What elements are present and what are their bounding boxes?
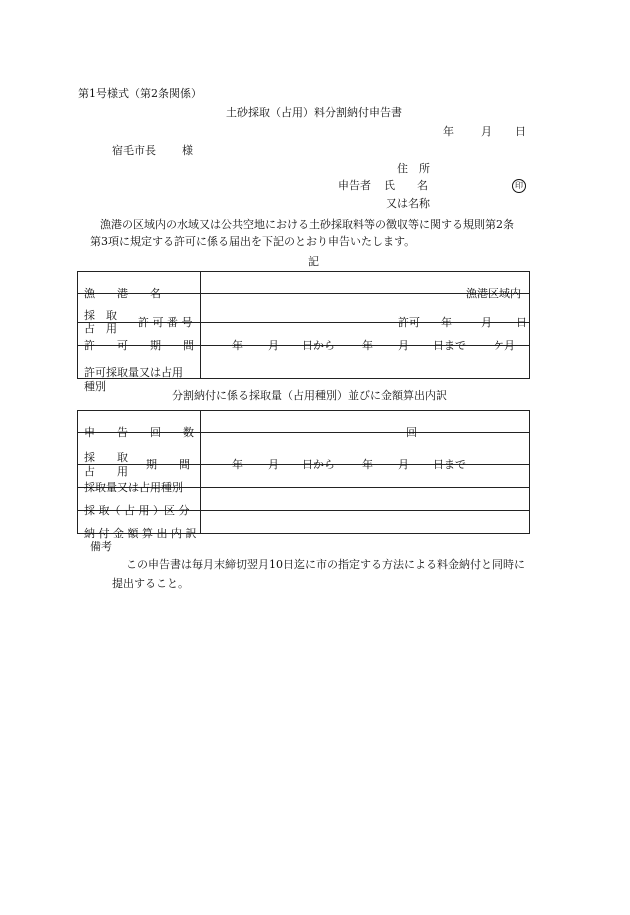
- table-row: [78, 323, 530, 346]
- installment-period-value-cell[interactable]: [201, 433, 530, 471]
- date-day: 日: [515, 125, 526, 138]
- permit-period-value-cell[interactable]: [201, 323, 530, 352]
- period-month1: 月: [268, 339, 279, 352]
- table-row: [78, 488, 530, 511]
- installment-table: [77, 410, 530, 540]
- permit-number-label-cell: [78, 294, 201, 335]
- addressee-name: 宿毛市長: [112, 144, 156, 157]
- category-label: 採 取（ 占 用 ）区 分: [84, 504, 190, 517]
- calculation-label-cell: [78, 511, 201, 540]
- table-row: [78, 272, 530, 294]
- inst-from: 日から: [302, 457, 335, 471]
- form-number: 第1号様式（第2条関係）: [78, 87, 202, 100]
- addressee-honorific: 様: [182, 144, 193, 157]
- report-count-unit: 回: [406, 425, 417, 439]
- permitted-amount-label-line2: 種別: [84, 380, 106, 393]
- body-text-line1: 漁港の区域内の水域又は公共空地における土砂採取料等の徴収等に関する規則第2条: [100, 218, 514, 231]
- table-row: [78, 433, 530, 465]
- seal-mark: 印: [512, 179, 526, 193]
- period-months: ケ月: [493, 339, 515, 352]
- period-year1: 年: [232, 339, 243, 352]
- amount-type-value-cell[interactable]: [201, 465, 530, 488]
- period-year2: 年: [362, 339, 373, 352]
- amount-type-label-cell: [78, 465, 201, 494]
- table-row: [78, 346, 530, 379]
- port-name-value-cell[interactable]: [201, 272, 530, 300]
- saishu-label: 採 取: [84, 309, 117, 322]
- or-name-label: 又は名称: [386, 197, 430, 210]
- ki-label: 記: [308, 255, 319, 268]
- name-label: 氏 名: [384, 179, 428, 192]
- date-year: 年: [443, 125, 454, 138]
- permit-number-label: 許 可 番 号: [138, 316, 193, 329]
- report-count-label-cell: [78, 411, 201, 439]
- permit-table: [77, 271, 530, 393]
- table-row: [78, 411, 530, 433]
- permit-month: 月: [481, 316, 492, 329]
- senyo-label: 占 用: [84, 322, 117, 335]
- saishu-label: 採 取: [84, 450, 128, 464]
- calculation-label: 納 付 金 額 算 出 内 訳: [84, 527, 197, 540]
- report-count-label: 申 告 回 数: [84, 425, 194, 439]
- port-name-label: 漁 港 名: [84, 286, 161, 300]
- senyo-label: 占 用: [84, 464, 128, 478]
- permit-day: 日: [516, 316, 527, 329]
- calculation-value-cell[interactable]: [201, 511, 530, 534]
- address-label: 住 所: [397, 162, 430, 175]
- permit-period-label-cell: [78, 323, 201, 352]
- inst-until: 日まで: [433, 457, 466, 471]
- period-month2: 月: [398, 339, 409, 352]
- remarks-heading: 備考: [90, 540, 112, 553]
- document-title: 土砂採取（占用）料分割納付申告書: [226, 106, 402, 119]
- amount-type-label: 採取量又は占用種別: [84, 481, 183, 494]
- inst-month1: 月: [268, 457, 279, 471]
- report-count-value-cell[interactable]: [201, 411, 530, 439]
- remarks-line1: この申告書は毎月末締切翌月10日迄に市の指定する方法による料金納付と同時に: [126, 558, 525, 571]
- category-label-cell: [78, 488, 201, 517]
- inst-month2: 月: [398, 457, 409, 471]
- period-until: 日まで: [433, 339, 466, 352]
- body-text-line2: 第3項に規定する許可に係る届出を下記のとおり申告いたします。: [90, 235, 416, 248]
- inst-year1: 年: [232, 457, 243, 471]
- installment-subtitle: 分割納付に係る採取量（占用種別）並びに金額算出内訳: [172, 389, 447, 402]
- permit-number-value-cell[interactable]: [201, 294, 530, 329]
- period-from: 日から: [302, 339, 335, 352]
- permit-period-label: 許 可 期 間: [84, 339, 194, 352]
- installment-period-label: 期 間: [146, 457, 190, 471]
- port-name-value: 漁港区域内: [466, 286, 521, 300]
- table-row: [78, 294, 530, 323]
- permit-year: 年: [441, 316, 452, 329]
- table-row: [78, 511, 530, 534]
- inst-year2: 年: [362, 457, 373, 471]
- date-month: 月: [481, 125, 492, 138]
- port-name-label-cell: [78, 272, 201, 300]
- permit-kyoka: 許可: [398, 316, 420, 329]
- table-row: [78, 465, 530, 488]
- permitted-amount-label-cell: [78, 346, 201, 393]
- remarks-line2: 提出すること。: [112, 577, 189, 590]
- category-value-cell[interactable]: [201, 488, 530, 511]
- permitted-amount-label-line1: 許可採取量又は占用: [84, 366, 183, 379]
- applicant-label: 申告者: [338, 179, 371, 192]
- permitted-amount-value-cell[interactable]: [201, 346, 530, 379]
- installment-period-label-cell: [78, 433, 201, 478]
